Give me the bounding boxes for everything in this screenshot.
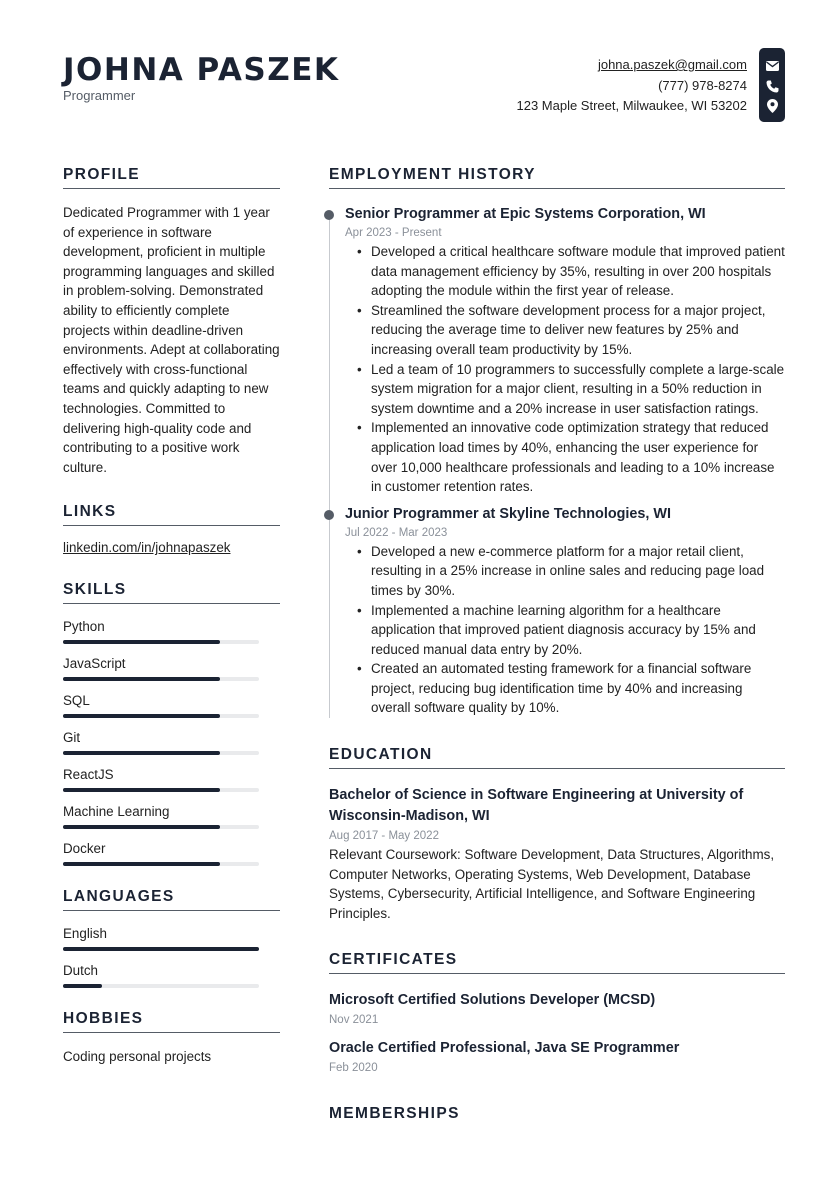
right-column [329, 166, 785, 1155]
skill-level-bar [63, 640, 259, 644]
skill-item [63, 692, 280, 718]
education-coursework: Relevant Coursework: Software Development, Data Structures, Algorithms, Computer Networks, Operating Systems, Web Development, Database Systems, Cybersecurity, Artificial Intelligence, and Software Engineering Principles. [329, 847, 775, 921]
skills-section [63, 581, 280, 866]
linkedin-link[interactable]: linkedin.com/in/johnapaszek [63, 540, 231, 556]
education-date: Aug 2017 - May 2022 [329, 830, 439, 843]
section-heading: MEMBERSHIPS [329, 1105, 460, 1123]
skill-level-fill [63, 640, 220, 644]
job-bullets [357, 542, 785, 718]
contact-icon-bar [759, 48, 785, 122]
job-entry-date: Apr 2023 - Present [345, 227, 442, 239]
skill-level-fill [63, 677, 220, 681]
language-item [63, 925, 280, 951]
skill-level-bar [63, 751, 259, 755]
links-section [63, 503, 280, 555]
skill-level-fill [63, 751, 220, 755]
phone-number: (777) 978-8274 [658, 77, 747, 93]
skill-item [63, 840, 280, 866]
skill-level-fill [63, 714, 220, 718]
job-bullet: • Developed a new e-commerce platform for a major retail client, resulting in a 25% increase in online sales and reducing page load times by 30%. [357, 542, 785, 601]
section-heading: LINKS [63, 503, 280, 526]
skill-name: ReactJS [63, 767, 114, 783]
left-column [63, 166, 280, 1093]
language-name: Dutch [63, 963, 98, 979]
job-entry [345, 205, 785, 497]
job-bullet: • Led a team of 10 programmers to successfully complete a large-scale system migration for a major client, resulting in a 50% reduction in system downtime and a 20% increase in user satisfaction ratings. [357, 360, 785, 419]
certificate-date: Feb 2020 [329, 1062, 378, 1075]
skill-level-bar [63, 714, 259, 718]
job-bullet: • Created an automated testing framework for a financial software project, reducing bug identification time by 40% and increasing overall software quality by 10%. [357, 659, 785, 718]
job-bullet: • Implemented a machine learning algorithm for a healthcare application that improved patient diagnosis accuracy by 15% and reduced manual data entry by 20%. [357, 601, 785, 660]
hobbies-section [63, 1010, 280, 1067]
certificate-item [329, 1038, 785, 1077]
language-name: English [63, 926, 107, 942]
email-link[interactable]: johna.paszek@gmail.com [597, 57, 747, 72]
section-heading: CERTIFICATES [329, 951, 785, 974]
language-level-fill [63, 984, 102, 988]
section-heading: LANGUAGES [63, 888, 280, 911]
language-item [63, 962, 280, 988]
contact-info [516, 55, 747, 117]
section-heading: HOBBIES [63, 1010, 280, 1033]
timeline-line [329, 211, 330, 718]
skill-level-bar [63, 825, 259, 829]
skill-name: Docker [63, 841, 106, 857]
skill-name: Machine Learning [63, 804, 170, 820]
job-bullets [357, 242, 785, 497]
certificate-title: Microsoft Certified Solutions Developer (MCSD) [329, 992, 656, 1009]
job-bullet: • Implemented an innovative code optimization strategy that reduced application load times by 40%, enhancing the user experience for over 10,000 healthcare professionals and leading to a 10% increase in customer retention rates. [357, 418, 785, 496]
skill-item [63, 729, 280, 755]
employment-timeline [329, 205, 785, 718]
section-heading: EMPLOYMENT HISTORY [329, 166, 785, 189]
skill-name: JavaScript [63, 656, 126, 672]
languages-section [63, 888, 280, 988]
skill-item [63, 766, 280, 792]
skill-level-bar [63, 862, 259, 866]
skill-level-bar [63, 788, 259, 792]
certificate-item [329, 990, 785, 1029]
skill-item [63, 655, 280, 681]
job-entry-title: Junior Programmer at Skyline Technologies, WI [345, 505, 671, 522]
job-bullet: • Streamlined the software development process for a major project, reducing the average time to deliver new features by 25% and increasing overall team productivity by 15%. [357, 301, 785, 360]
education-title: Bachelor of Science in Software Engineering at University of Wisconsin-Madison, WI [329, 787, 744, 825]
section-heading: PROFILE [63, 166, 280, 189]
skill-level-fill [63, 788, 220, 792]
timeline-dot [324, 210, 334, 220]
skill-item [63, 618, 280, 644]
skill-level-fill [63, 825, 220, 829]
education-section [329, 746, 785, 923]
skill-name: Python [63, 619, 105, 635]
certificate-title: Oracle Certified Professional, Java SE Programmer [329, 1040, 680, 1057]
skill-level-bar [63, 677, 259, 681]
job-entry-title: Senior Programmer at Epic Systems Corporation, WI [345, 206, 706, 222]
certificates-section [329, 951, 785, 1077]
skill-name: Git [63, 730, 81, 746]
phone-icon [765, 76, 779, 96]
memberships-section [329, 1105, 785, 1127]
language-level-bar [63, 947, 259, 951]
language-level-fill [63, 947, 259, 951]
job-bullet: • Developed a critical healthcare software module that improved patient data management efficiency by 35%, resulting in over 200 hospitals adopting the module within the first year of release. [357, 242, 785, 301]
resume-name: JOHNA PASZEK [63, 52, 340, 88]
section-heading: EDUCATION [329, 746, 785, 769]
profile-section [63, 166, 280, 477]
skill-level-fill [63, 862, 220, 866]
job-title: Programmer [63, 88, 136, 103]
skill-name: SQL [63, 693, 90, 709]
envelope-icon [765, 56, 779, 76]
profile-text: Dedicated Programmer with 1 year of experience in software development, proficient in multiple programming languages and skilled in problem-solving. Demonstrated ability to efficiently complete projects within deadline-driven environments. Adept at collaborating effectively with cross-functional teams and quickly adapting to new technologies. Committed to delivering high-quality code and contributing to a positive work culture. [63, 205, 280, 475]
certificate-date: Nov 2021 [329, 1014, 379, 1027]
hobby-item: Coding personal projects [63, 1049, 212, 1065]
location-pin-icon [765, 96, 779, 116]
section-heading: SKILLS [63, 581, 280, 604]
timeline-dot [324, 510, 334, 520]
job-entry-date: Jul 2022 - Mar 2023 [345, 526, 448, 539]
skill-item [63, 803, 280, 829]
address: 123 Maple Street, Milwaukee, WI 53202 [516, 98, 747, 113]
employment-section [329, 166, 785, 718]
language-level-bar [63, 984, 259, 988]
job-entry [345, 505, 785, 718]
